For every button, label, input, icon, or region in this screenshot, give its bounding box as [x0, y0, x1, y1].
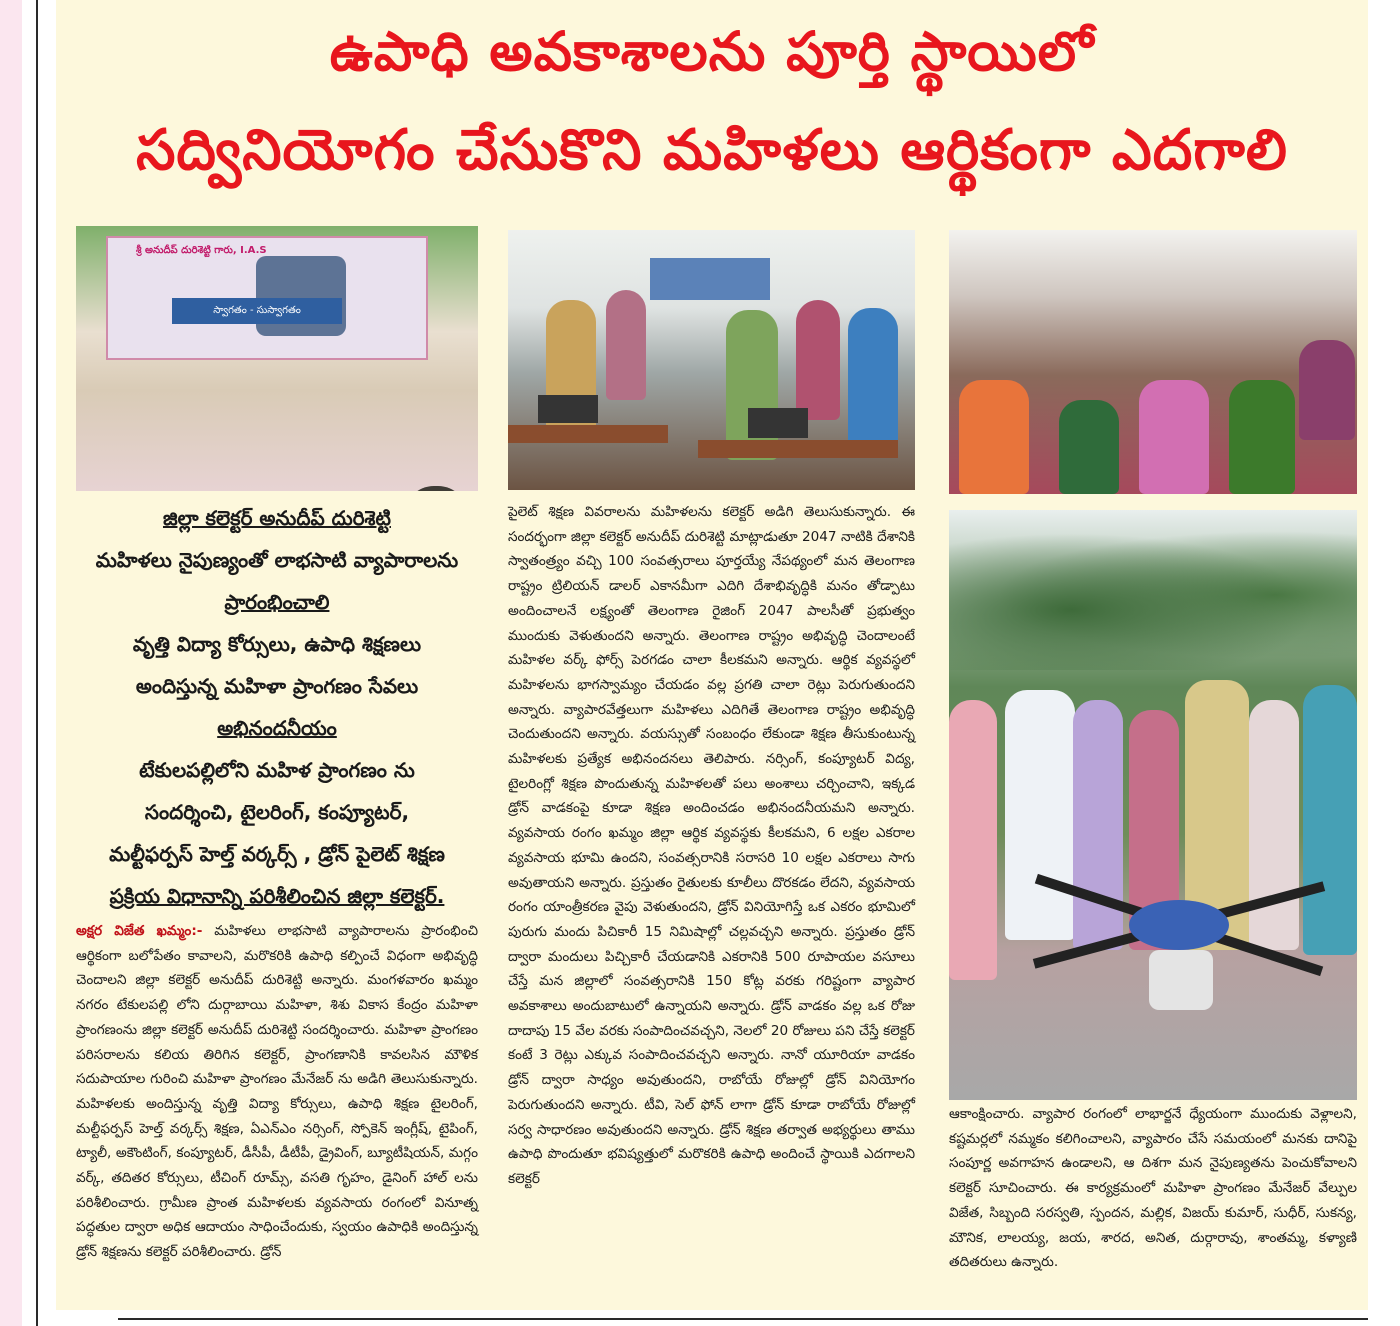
- deck-line: ప్రారంభించాలి: [224, 590, 330, 614]
- banner-name-text: శ్రీ అనుదీప్ దురిశెట్టి గారు, I.A.S: [136, 245, 267, 256]
- attendee: [1139, 380, 1209, 494]
- onlooker: [1303, 685, 1357, 955]
- photo-tailoring-class: [508, 230, 915, 490]
- agricultural-drone: [1129, 900, 1229, 950]
- banner-greeting: [172, 298, 342, 324]
- trainee: [848, 308, 898, 448]
- deck-line: ప్రక్రియ విధానాన్ని పరిశీలించిన జిల్లా కలెక్టర్.: [109, 884, 445, 908]
- article-body-part-1: [76, 919, 478, 1265]
- deck-line: వృత్తి విద్యా కోర్సులు, ఉపాధి శిక్షణలు: [132, 632, 422, 656]
- banner-greeting-text: స్వాగతం - సుస్వాగతం: [213, 305, 301, 316]
- deck-line: మల్టీఫర్పస్ హెల్త్ వర్కర్స్ , డ్రోన్ పైలెట్ శిక్షణ: [109, 842, 445, 866]
- page-edge-tint: [0, 0, 22, 1326]
- sewing-machine: [748, 408, 808, 438]
- deck-line: టేకులపల్లిలోని మహిళ ప్రాంగణం ను: [139, 758, 415, 782]
- photo-drone-demonstration: [949, 510, 1357, 1100]
- subheadline-deck: [76, 497, 478, 917]
- standing-official: [404, 486, 468, 491]
- article-text: మహిళలు లాభసాటి వ్యాపారాలను ప్రారంభించి ఆర్థికంగా బలోపేతం కావాలని, మరొకరికి ఉపాధి కల్పించే విధంగా అభివృద్ధి చెందాలని జిల్లా కలెక్టర్ అనుదీప్ దురిశెట్టి అన్నారు. మంగళవారం ఖమ్మం నగరం టేకులపల్లి లోని దుర్గాబాయి మహిళా, శిశు వికాస కేంద్రం మహిళా ప్రాంగణంను జిల్లా కలెక్టర్ అనుదీప్ దురిశెట్టి సందర్శించారు. మహిళా ప్రాంగణం పరిసరాలను కలియ తిరిగిన కలెక్టర్, ప్రాంగణానికి కావలసిన మౌళిక సదుపాయాల గురించి మహిళా ప్రాంగణం మేనేజర్ ను అడిగి తెలుసుకున్నారు. మహిళలకు అందిస్తున్న వృత్తి విద్యా కోర్సులు, ఉపాధి శిక్షణ టైలరింగ్, మల్టీఫర్పస్ హెల్త్ వర్కర్స్ శిక్షణ, ఏఎన్ఎం నర్సింగ్, స్పోకెన్ ఇంగ్లీష్, టైపింగ్, ట్యాలీ, అకౌంటింగ్, కంప్యూటర్, డీసీపీ, డీటీపీ, డ్రైవింగ్, బ్యూటీషియన్, మగ్గం వర్క్, తదితర కోర్సులు, టీచింగ్ రూమ్స్, వసతి గృహం, డైనింగ్ హాల్ లను పరిశీలించారు. గ్రామీణ ప్రాంత మహిళలకు వ్యవసాయ రంగంలో వినూత్న పద్ధతుల ద్వారా అధిక ఆదాయం సాధించేందుకు, స్వయం ఉపాధికి అందిస్తున్న డ్రోన్ శిక్షణను కలెక్టర్ పరిశీలించారు. డ్రోన్: [76, 923, 478, 1261]
- banner-name: [136, 244, 396, 258]
- news-clipping: [56, 0, 1368, 1310]
- trainee: [606, 290, 646, 400]
- palm-trees: [949, 520, 1357, 670]
- attendee: [1059, 400, 1119, 494]
- article-body-part-3: ఆకాంక్షించారు. వ్యాపార రంగంలో లాభార్జనే ధ్యేయంగా ముందుకు వెళ్లాలని, కష్టమర్లలో నమ్మకం కలిగించాలని, వ్యాపారం చేసే సమయంలో మనకు దానిపై సంపూర్ణ అవగాహన ఉండాలని, ఆ దిశగా మన నైపుణ్యతను పెంచుకోవాలని కలెక్టర్ సూచించారు. ఈ కార్యక్రమంలో మహిళా ప్రాంగణం మేనేజర్ వేల్పుల విజేత, సిబ్బంది సరస్వతి, స్పందన, మల్లిక, విజయ్ కుమార్, సుధీర్, సుకన్య, మౌనిక, లాలయ్య, జయ, శారద, అనిత, దుర్గారావు, శాంతమ్మ, కళ్యాణి తదితరులు ఉన్నారు.: [949, 1106, 1357, 1271]
- deck-line: అందిస్తున్న మహిళా ప్రాంగణం సేవలు: [135, 674, 419, 698]
- photo-women-audience: [949, 230, 1357, 494]
- headline-line-1: ఉపాధి అవకాశాలను పూర్తి స్థాయిలో: [329, 20, 1095, 83]
- district-collector: [1005, 690, 1075, 940]
- left-column-rule: [36, 0, 38, 1326]
- attendee: [1299, 340, 1355, 440]
- trainee: [796, 300, 840, 420]
- column-right: [949, 1102, 1357, 1275]
- wall-poster: [650, 258, 770, 300]
- photo-collector-meeting: [76, 226, 478, 491]
- article-body-part-2: పైలెట్ శిక్షణ వివరాలను మహిళలను కలెక్టర్ అడిగి తెలుసుకున్నారు. ఈ సందర్భంగా జిల్లా కలెక్టర్ అనుదీప్ దురిశెట్టి మాట్లాడుతూ 2047 నాటికి దేశానికి స్వాతంత్ర్యం వచ్చి 100 సంవత్సరాలు పూర్తయ్యే నేపథ్యంలో మన తెలంగాణ రాష్ట్రం ట్రిలియన్ డాలర్ ఎకానమీగా ఎదిగి దేశాభివృద్ధికి మనం తోడ్పాటు అందించాలనే లక్ష్యంతో తెలంగాణ రైజింగ్ 2047 పాలసీతో ప్రభుత్వం ముందుకు వెళుతుందని అన్నారు. తెలంగాణ రాష్ట్రం అభివృద్ధి చెందాలంటే మహిళల వర్క్ ఫోర్స్ పెరగడం చాలా కీలకమని అన్నారు. ఆర్థిక వ్యవస్థలో మహిళలను భాగస్వామ్యం చేయడం వల్ల ప్రగతి చాలా రెట్లు పెరుగుతుందని అన్నారు. వ్యాపారవేత్తలుగా మహిళలు ఎదిగితే తెలంగాణ రాష్ట్రం అభివృద్ధి చెందుతుందని అన్నారు. వయస్సుతో సంబంధం లేకుండా శిక్షణ తీసుకుంటున్న మహిళలకు ప్రత్యేక అభినందనలు తెలిపారు. నర్సింగ్, కంప్యూటర్ విద్య, టైలరింగ్లో శిక్షణ పొందుతున్న మహిళలతో పలు అంశాలు చర్చించాని, ఇక్కడ డ్రోన్ వాడకంపై కూడా శిక్షణ అందించడం అభినందనీయమని అన్నారు. వ్యవసాయ రంగం ఖమ్మం జిల్లా ఆర్థిక వ్యవస్థకు కీలకమని, 6 లక్షల ఎకరాల వ్యవసాయ భూమి ఉందని, సంవత్సరానికి సరాసరి 10 లక్షల ఎకరాలు సాగు అవుతాయని అన్నారు. ప్రస్తుతం రైతులకు కూలీలు దొరకడం లేదని, వ్యవసాయ రంగం యాంత్రీకరణ వైపు వెళుతుందని, డ్రోన్ వినియోగిస్తే ఒక ఎకరం భూమిలో పురుగు మందు పిచికారీ 15 నిమిషాల్లో చల్లవచ్చని అన్నారు. ప్రస్తుతం డ్రోన్ ద్వారా మందులు పిచ్చికారీ చేయడానికి ఎకరానికి 500 రూపాయల వసూలు చేస్తే మన జిల్లాలో సంవత్సరానికి 150 కోట్ల వరకు గరిష్టంగా వ్యాపార అవకాశాలు అందుబాటులో ఉన్నాయని అన్నారు. డ్రోన్ వాడకం వల్ల ఒక రోజు దాదాపు 15 వేల వరకు సంపాదించవచ్చని, నెలలో 20 రోజులు పని చేస్తే కలెక్టర్ కంటే 3 రెట్లు ఎక్కువ సంపాదించవచ్చని అన్నారు. నానో యూరియా వాడకం డ్రోన్ ద్వారా సాధ్యం అవుతుందని, రాబోయే రోజుల్లో డ్రోన్ వినియోగం పెరుగుతుందని అన్నారు. టీవి, సెల్ ఫోన్ లాగా డ్రోన్ కూడా రాబోయే రోజుల్లో సర్వ సాధారణం అవుతుందని అన్నారు. డ్రోన్ శిక్షణ తర్వాత అభ్యర్థులు తాము ఉపాధి పొందుతూ భవిష్యత్తులో మరొకరికి ఉపాధి అందించే స్థాయికి ఎదగాలని కలెక్టర్: [508, 504, 915, 1187]
- drone-spray-tank: [1149, 950, 1213, 1010]
- deck-line: జిల్లా కలెక్టర్ అనుదీప్ దురిశెట్టి: [162, 506, 391, 530]
- headline-line-2: సద్వినియోగం చేసుకొని మహిళలు ఆర్థికంగా ఎదగాలి: [136, 118, 1288, 183]
- attendee: [1229, 380, 1295, 494]
- deck-line: సందర్శించి, టైలరింగ్, కంప్యూటర్,: [144, 800, 410, 824]
- column-middle: [508, 500, 915, 1192]
- sewing-machine: [538, 395, 598, 423]
- banner-portrait: [256, 256, 346, 336]
- deck-line: అభినందనీయం: [217, 716, 337, 740]
- deck-line: మహిళలు నైపుణ్యంతో లాభసాటి వ్యాపారాలను: [95, 548, 459, 572]
- bottom-rule: [118, 1318, 1368, 1320]
- column-left: [76, 497, 478, 1265]
- attendee: [959, 380, 1029, 494]
- sewing-desk: [508, 425, 668, 443]
- sewing-desk: [698, 440, 898, 458]
- onlooker: [949, 700, 997, 980]
- dateline: అక్షర విజేత ఖమ్మం:-: [76, 923, 203, 939]
- onlooker: [1249, 700, 1299, 950]
- onlooker: [1073, 700, 1123, 950]
